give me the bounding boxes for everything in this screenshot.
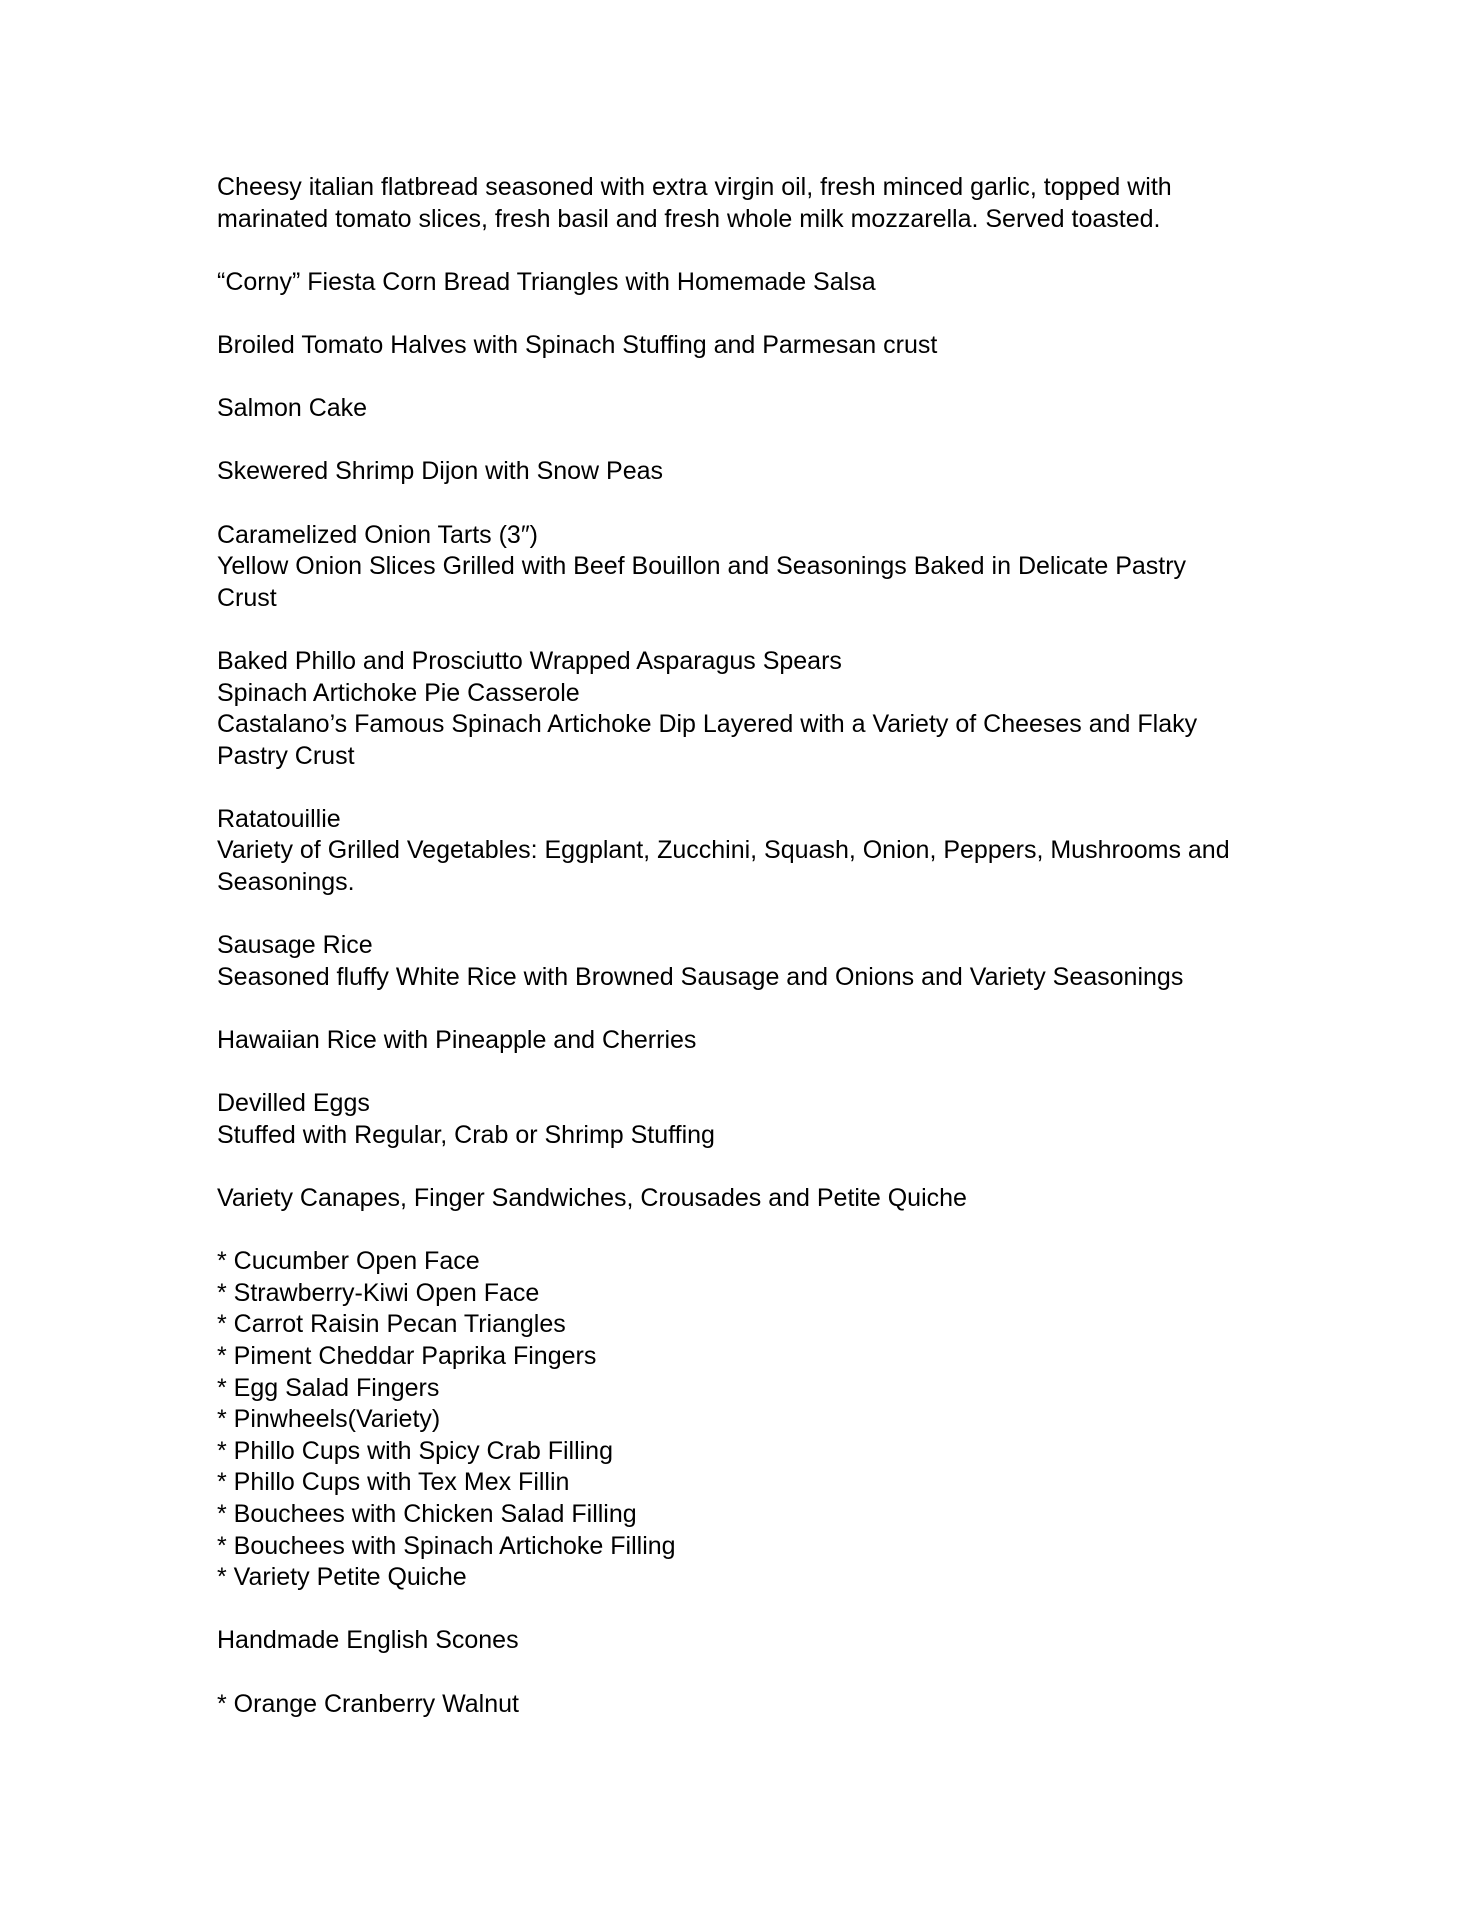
spacer bbox=[217, 614, 1277, 646]
list-item: * Variety Petite Quiche bbox=[217, 1563, 467, 1592]
spacer bbox=[217, 362, 1277, 394]
spacer bbox=[217, 993, 1277, 1025]
menu-item-shrimp: Skewered Shrimp Dijon with Snow Peas bbox=[217, 457, 664, 486]
menu-content bbox=[217, 172, 1277, 1720]
menu-item-corny: “Corny” Fiesta Corn Bread Triangles with Homemade Salsa bbox=[217, 267, 876, 296]
list-item: * Carrot Raisin Pecan Triangles bbox=[217, 1310, 566, 1339]
menu-item-ratatouille-title: Ratatouillie bbox=[217, 804, 341, 833]
list-item: * Bouchees with Chicken Salad Filling bbox=[217, 1499, 637, 1528]
list-item: * Cucumber Open Face bbox=[217, 1247, 480, 1276]
spacer bbox=[217, 1057, 1277, 1089]
menu-item-spinach-desc: Castalano’s Famous Spinach Artichoke Dip Layered with a Variety of Cheeses and Flaky bbox=[217, 710, 1198, 739]
intro-line-1: Cheesy italian flatbread seasoned with extra virgin oil, fresh minced garlic, topped with bbox=[217, 173, 1172, 201]
spacer bbox=[217, 488, 1277, 520]
list-item: * Strawberry-Kiwi Open Face bbox=[217, 1278, 540, 1307]
spacer bbox=[217, 425, 1277, 457]
menu-item-spinach-desc-cont: Pastry Crust bbox=[217, 741, 355, 770]
menu-item-hawaiian: Hawaiian Rice with Pineapple and Cherries bbox=[217, 1026, 697, 1055]
menu-item-canapes-title: Variety Canapes, Finger Sandwiches, Crousades and Petite Quiche bbox=[217, 1184, 967, 1212]
menu-item-broiled: Broiled Tomato Halves with Spinach Stuffing and Parmesan crust bbox=[217, 330, 938, 359]
spacer bbox=[217, 235, 1277, 267]
menu-item-ratatouille-desc-cont: Seasonings. bbox=[217, 868, 355, 897]
list-item: * Pinwheels(Variety) bbox=[217, 1405, 441, 1434]
spacer bbox=[217, 298, 1277, 330]
list-item: * Bouchees with Spinach Artichoke Filling bbox=[217, 1531, 676, 1560]
spacer bbox=[217, 1594, 1277, 1626]
spacer bbox=[217, 772, 1277, 804]
menu-item-eggs-desc: Stuffed with Regular, Crab or Shrimp Stuffing bbox=[217, 1120, 715, 1149]
menu-item-ratatouille-desc: Variety of Grilled Vegetables: Eggplant, Zucchini, Squash, Onion, Peppers, Mushrooms and bbox=[217, 836, 1230, 865]
intro-line-2: marinated tomato slices, fresh basil and fresh whole milk mozzarella. Served toasted. bbox=[217, 204, 1161, 233]
menu-item-salmon: Salmon Cake bbox=[217, 394, 368, 423]
spacer bbox=[217, 1657, 1277, 1689]
list-item: * Phillo Cups with Tex Mex Fillin bbox=[217, 1468, 570, 1497]
list-item: * Egg Salad Fingers bbox=[217, 1373, 440, 1402]
menu-item-phillo: Baked Phillo and Prosciutto Wrapped Asparagus Spears bbox=[217, 646, 842, 675]
menu-item-sausage-title: Sausage Rice bbox=[217, 931, 373, 960]
list-item: * Piment Cheddar Paprika Fingers bbox=[217, 1341, 597, 1370]
menu-item-scones-title: Handmade English Scones bbox=[217, 1626, 519, 1655]
list-item: * Orange Cranberry Walnut bbox=[217, 1689, 519, 1718]
menu-item-onion-desc: Yellow Onion Slices Grilled with Beef Bouillon and Seasonings Baked in Delicate Pastry bbox=[217, 552, 1187, 581]
menu-item-onion-desc-cont: Crust bbox=[217, 583, 277, 612]
menu-item-spinach-title: Spinach Artichoke Pie Casserole bbox=[217, 678, 580, 707]
spacer bbox=[217, 899, 1277, 931]
list-item: * Phillo Cups with Spicy Crab Filling bbox=[217, 1436, 613, 1465]
menu-item-sausage-desc: Seasoned fluffy White Rice with Browned Sausage and Onions and Variety Seasonings bbox=[217, 962, 1184, 991]
menu-item-eggs-title: Devilled Eggs bbox=[217, 1089, 370, 1118]
spacer bbox=[217, 1215, 1277, 1247]
spacer bbox=[217, 1151, 1277, 1183]
menu-item-onion-title: Caramelized Onion Tarts (3″) bbox=[217, 520, 539, 549]
